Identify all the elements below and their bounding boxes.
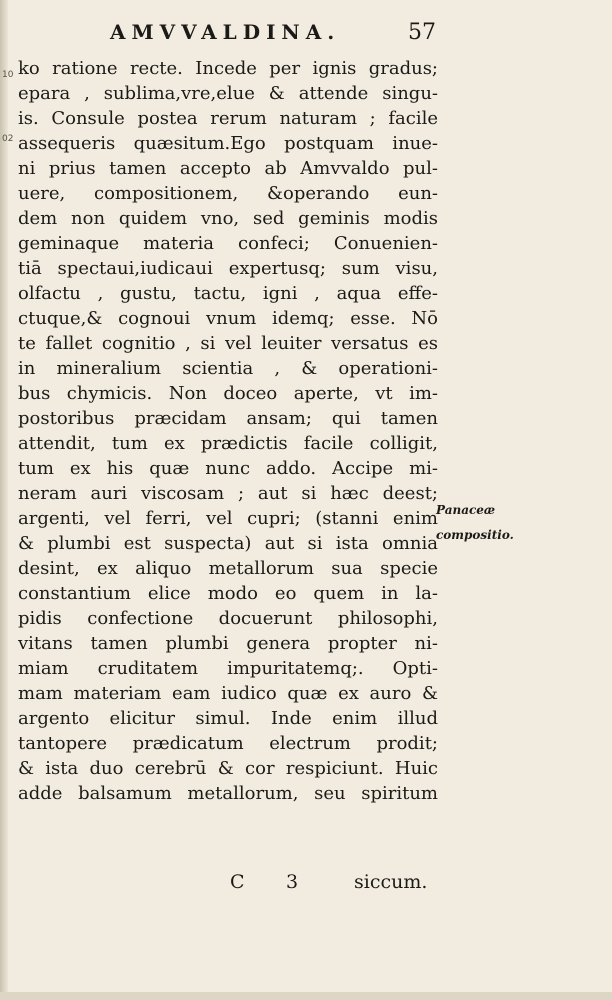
margin-mark-ink: 10 [2,70,14,80]
text-line: attendit, tum ex prædictis facile colligit, [18,433,438,454]
text-line: tantopere prædicatum electrum prodit; [18,733,438,754]
text-line: mam materiam eam iudico quæ ex auro & [18,683,438,704]
text-line: in mineralium scientia , & operationi- [18,358,438,379]
text-line: argenti, vel ferri, vel cupri; (stanni enim [18,508,438,529]
scan-bottom-edge [0,992,612,1000]
text-line: uere, compositionem, &operando eun- [18,183,438,204]
page-gutter-shadow [0,0,8,1000]
text-line: argento elicitur simul. Inde enim illud [18,708,438,729]
text-line: & ista duo cerebrū & cor respiciunt. Huic [18,758,438,779]
signature-number: 3 [286,871,299,893]
text-line: neram auri viscosam ; aut si hæc deest; [18,483,438,504]
text-line: tum ex his quæ nunc addo. Accipe mi- [18,458,438,479]
text-line: olfactu , gustu, tactu, igni , aqua effe- [18,283,438,304]
marginal-note-line: compositio. [436,528,514,542]
text-line: ko ratione recte. Incede per ignis gradus; [18,58,438,79]
text-line: constantium elice modo eo quem in la- [18,583,438,604]
text-line: tiā spectaui,iudicaui expertusq; sum visu, [18,258,438,279]
page-number: 57 [408,20,436,45]
signature-mark: C [230,871,245,893]
body-text [18,56,438,806]
text-line: ctuque,& cognoui vnum idemq; esse. Nō [18,308,438,329]
text-line: te fallet cognitio , si vel leuiter versatus es [18,333,438,354]
text-line: dem non quidem vno, sed geminis modis [18,208,438,229]
running-head: AMVVALDINA. [110,20,341,44]
signature-line [18,870,438,895]
marginal-note [436,498,514,548]
text-line: pidis confectione docuerunt philosophi, [18,608,438,629]
catchword: siccum. [354,871,428,893]
text-line: is. Consule postea rerum naturam ; facile [18,108,438,129]
marginal-note-line: Panaceæ [436,503,496,517]
text-line: assequeris quæsitum.Ego postquam inue- [18,133,438,154]
text-line: bus chymicis. Non doceo aperte, vt im- [18,383,438,404]
text-line: ni prius tamen accepto ab Amvvaldo pul- [18,158,438,179]
text-line: geminaque materia confeci; Conuenien- [18,233,438,254]
text-line: postoribus præcidam ansam; qui tamen [18,408,438,429]
text-line: epara , sublima,vre,elue & attende singu- [18,83,438,104]
text-line: miam cruditatem impuritatemq;. Opti- [18,658,438,679]
text-line: adde balsamum metallorum, seu spiritum [18,783,438,804]
margin-mark-ink: 02 [2,134,14,144]
text-line: desint, ex aliquo metallorum sua specie [18,558,438,579]
text-line: & plumbi est suspecta) aut si ista omnia [18,533,438,554]
text-line: vitans tamen plumbi genera propter ni- [18,633,438,654]
